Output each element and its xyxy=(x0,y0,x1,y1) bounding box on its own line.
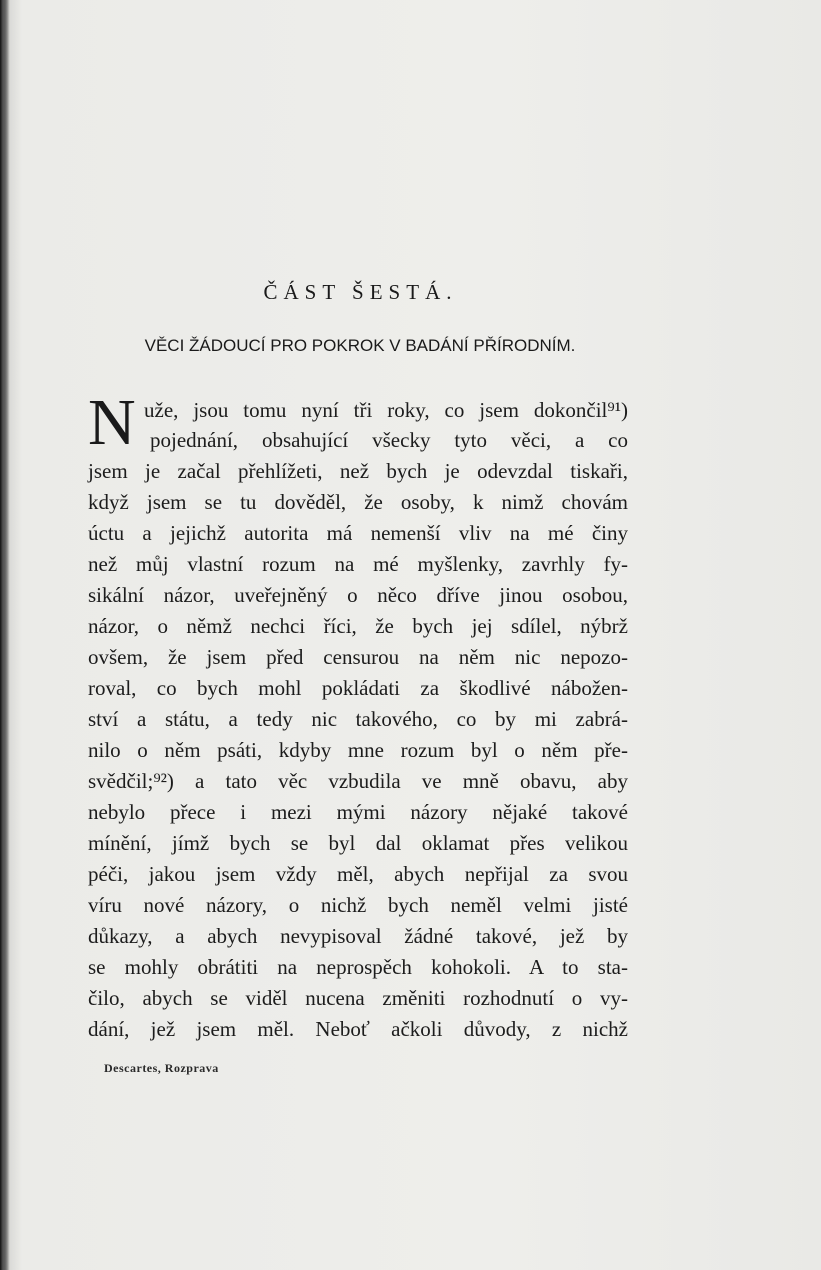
text-line: svědčil;⁹²) a tato věc vzbudila ve mně obavu, aby xyxy=(88,769,628,793)
chapter-subtitle: VĚCI ŽÁDOUCÍ PRO POKROK V BADÁNÍ PŘÍRODNÍM. xyxy=(144,336,576,355)
text-line: ství a státu, a tedy nic takového, co by mi zabrá- xyxy=(88,707,628,731)
text-line: péči, jakou jsem vždy měl, abych nepřijal za svou xyxy=(88,862,628,886)
text-line: se mohly obrátiti na neprospěch kohokoli. A to sta- xyxy=(88,955,628,979)
part-title: ČÁST ŠESTÁ. xyxy=(263,280,458,304)
text-line: uže, jsou tomu nyní tři roky, co jsem dokončil⁹¹) xyxy=(144,398,628,422)
signature-mark: Descartes, Rozprava xyxy=(104,1061,219,1075)
text-line: když jsem se tu dověděl, že osoby, k nimž chovám xyxy=(88,490,628,514)
text-line: víru nové názory, o nichž bych neměl velmi jisté xyxy=(88,893,628,917)
text-line: jsem je začal přehlížeti, než bych je odevzdal tiskaři, xyxy=(88,459,628,483)
text-line: ovšem, že jsem před censurou na něm nic nepozo- xyxy=(88,645,628,669)
text-line: úctu a jejichž autorita má nemenší vliv na mé činy xyxy=(88,521,628,545)
text-line: dání, jež jsem měl. Neboť ačkoli důvody, z nichž xyxy=(88,1017,628,1041)
text-line: sikální názor, uveřejněný o něco dříve jinou osobou, xyxy=(88,583,628,607)
text-line: důkazy, a abych nevypisoval žádné takové, jež by xyxy=(88,924,628,948)
text-line: mínění, jímž bych se byl dal oklamat přes velikou xyxy=(88,831,628,855)
text-line: pojednání, obsahující všecky tyto věci, a co xyxy=(150,428,628,452)
binding-edge xyxy=(0,0,10,1270)
text-line: názor, o němž nechci říci, že bych jej sdílel, nýbrž xyxy=(88,614,628,638)
text-line: než můj vlastní rozum na mé myšlenky, zavrhly fy- xyxy=(88,552,628,576)
text-line: čilo, abych se viděl nucena změniti rozhodnutí o vy- xyxy=(88,986,628,1010)
text-line: nilo o něm psáti, kdyby mne rozum byl o něm pře- xyxy=(88,738,628,762)
text-line: nebylo přece i mezi mými názory nějaké takové xyxy=(88,800,628,824)
text-line: roval, co bych mohl pokládati za škodlivé nábožen- xyxy=(88,676,628,700)
drop-cap: N xyxy=(88,386,136,459)
